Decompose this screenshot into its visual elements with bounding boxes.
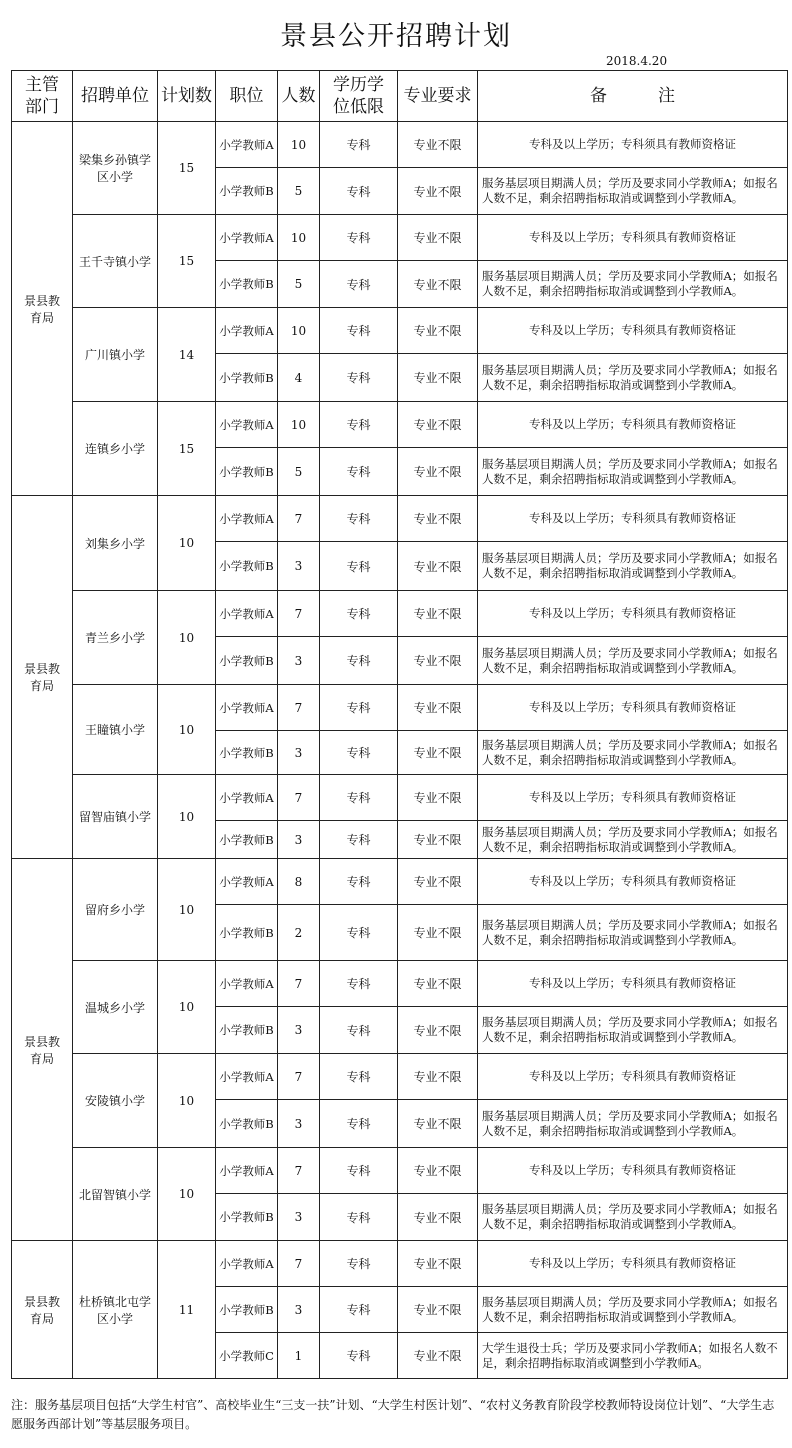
count-cell: 5 <box>278 448 320 496</box>
education-cell: 专科 <box>320 308 398 354</box>
plan-cell: 15 <box>158 215 216 308</box>
count-cell: 10 <box>278 308 320 354</box>
remark-cell: 服务基层项目期满人员；学历及要求同小学教师A；如报名人数不足，剩余招聘指标取消或调整到小学教师A。 <box>478 354 788 402</box>
unit-cell: 青兰乡小学 <box>73 591 158 685</box>
recruitment-table <box>11 70 788 1379</box>
header-text: 主管 <box>25 75 59 95</box>
plan-cell: 14 <box>158 308 216 402</box>
plan-cell: 15 <box>158 402 216 496</box>
count-cell: 7 <box>278 685 320 731</box>
education-cell: 专科 <box>320 402 398 448</box>
unit-cell: 温城乡小学 <box>73 961 158 1054</box>
count-cell: 3 <box>278 1007 320 1054</box>
table-row <box>12 215 788 261</box>
header-text: 位低限 <box>333 97 384 117</box>
major-cell: 专业不限 <box>398 215 478 261</box>
major-cell: 专业不限 <box>398 1333 478 1379</box>
education-cell: 专科 <box>320 637 398 685</box>
plan-cell: 10 <box>158 775 216 859</box>
remark-cell: 专科及以上学历；专科须具有教师资格证 <box>478 1241 788 1287</box>
count-cell: 3 <box>278 821 320 859</box>
unit-cell: 王千寺镇小学 <box>73 215 158 308</box>
header-text: 备 注 <box>590 86 675 106</box>
education-cell: 专科 <box>320 859 398 905</box>
table-row <box>12 496 788 542</box>
education-cell: 专科 <box>320 542 398 591</box>
education-cell: 专科 <box>320 168 398 215</box>
major-cell: 专业不限 <box>398 775 478 821</box>
table-row <box>12 961 788 1007</box>
position-cell: 小学教师B <box>216 542 278 591</box>
position-cell: 小学教师B <box>216 821 278 859</box>
remark-cell: 专科及以上学历；专科须具有教师资格证 <box>478 496 788 542</box>
header-dept <box>12 71 73 122</box>
count-cell: 1 <box>278 1333 320 1379</box>
table-row <box>12 122 788 168</box>
major-cell: 专业不限 <box>398 961 478 1007</box>
remark-cell: 专科及以上学历；专科须具有教师资格证 <box>478 402 788 448</box>
remark-cell: 服务基层项目期满人员；学历及要求同小学教师A；如报名人数不足，剩余招聘指标取消或调整到小学教师A。 <box>478 1100 788 1148</box>
plan-cell: 15 <box>158 122 216 215</box>
major-cell: 专业不限 <box>398 168 478 215</box>
position-cell: 小学教师A <box>216 859 278 905</box>
position-cell: 小学教师B <box>216 1287 278 1333</box>
education-cell: 专科 <box>320 1241 398 1287</box>
footnote: 注：服务基层项目包括“大学生村官”、高校毕业生“三支一扶”计划、“大学生村医计划”、“农村义务教育阶段学校教师特设岗位计划”、“大学生志愿服务西部计划”等基层服务项目。 <box>11 1398 775 1431</box>
count-cell: 7 <box>278 496 320 542</box>
count-cell: 3 <box>278 1100 320 1148</box>
page-title: 景县公开招聘计划 <box>280 21 512 52</box>
remark-cell: 专科及以上学历；专科须具有教师资格证 <box>478 859 788 905</box>
table-row <box>12 402 788 448</box>
header-text: 部门 <box>25 97 59 117</box>
count-cell: 7 <box>278 1241 320 1287</box>
major-cell: 专业不限 <box>398 731 478 775</box>
education-cell: 专科 <box>320 961 398 1007</box>
unit-cell: 杜桥镇北屯学区小学 <box>73 1241 158 1379</box>
table-row <box>12 591 788 637</box>
plan-cell: 10 <box>158 685 216 775</box>
count-cell: 3 <box>278 542 320 591</box>
remark-cell: 服务基层项目期满人员；学历及要求同小学教师A；如报名人数不足，剩余招聘指标取消或调整到小学教师A。 <box>478 905 788 961</box>
position-cell: 小学教师B <box>216 905 278 961</box>
education-cell: 专科 <box>320 821 398 859</box>
table-body <box>12 122 788 1379</box>
header-text: 计划数 <box>161 86 212 106</box>
major-cell: 专业不限 <box>398 1054 478 1100</box>
plan-cell: 10 <box>158 961 216 1054</box>
count-cell: 10 <box>278 122 320 168</box>
major-cell: 专业不限 <box>398 637 478 685</box>
plan-cell: 10 <box>158 591 216 685</box>
remark-cell: 专科及以上学历；专科须具有教师资格证 <box>478 122 788 168</box>
count-cell: 3 <box>278 731 320 775</box>
position-cell: 小学教师A <box>216 402 278 448</box>
position-cell: 小学教师A <box>216 1148 278 1194</box>
education-cell: 专科 <box>320 448 398 496</box>
major-cell: 专业不限 <box>398 354 478 402</box>
education-cell: 专科 <box>320 775 398 821</box>
unit-cell: 留智庙镇小学 <box>73 775 158 859</box>
remark-cell: 服务基层项目期满人员；学历及要求同小学教师A；如报名人数不足，剩余招聘指标取消或调整到小学教师A。 <box>478 821 788 859</box>
remark-cell: 服务基层项目期满人员；学历及要求同小学教师A；如报名人数不足，剩余招聘指标取消或调整到小学教师A。 <box>478 448 788 496</box>
position-cell: 小学教师B <box>216 354 278 402</box>
remark-cell: 专科及以上学历；专科须具有教师资格证 <box>478 215 788 261</box>
plan-cell: 10 <box>158 1054 216 1148</box>
count-cell: 3 <box>278 1287 320 1333</box>
position-cell: 小学教师A <box>216 591 278 637</box>
remark-cell: 服务基层项目期满人员；学历及要求同小学教师A；如报名人数不足，剩余招聘指标取消或调整到小学教师A。 <box>478 1194 788 1241</box>
education-cell: 专科 <box>320 1054 398 1100</box>
document-date: 2018.4.20 <box>606 54 668 68</box>
plan-cell: 10 <box>158 859 216 961</box>
position-cell: 小学教师A <box>216 496 278 542</box>
table-row <box>12 1054 788 1100</box>
header-unit <box>73 71 158 122</box>
position-cell: 小学教师A <box>216 1054 278 1100</box>
table-row <box>12 308 788 354</box>
count-cell: 7 <box>278 1148 320 1194</box>
remark-cell: 专科及以上学历；专科须具有教师资格证 <box>478 775 788 821</box>
remark-cell: 服务基层项目期满人员；学历及要求同小学教师A；如报名人数不足，剩余招聘指标取消或调整到小学教师A。 <box>478 1287 788 1333</box>
dept-cell: 景县教育局 <box>12 1241 73 1379</box>
major-cell: 专业不限 <box>398 402 478 448</box>
education-cell: 专科 <box>320 1007 398 1054</box>
education-cell: 专科 <box>320 215 398 261</box>
unit-cell: 连镇乡小学 <box>73 402 158 496</box>
count-cell: 2 <box>278 905 320 961</box>
major-cell: 专业不限 <box>398 496 478 542</box>
position-cell: 小学教师B <box>216 448 278 496</box>
header-remarks <box>478 71 788 122</box>
education-cell: 专科 <box>320 731 398 775</box>
plan-cell: 10 <box>158 496 216 591</box>
header-text: 招聘单位 <box>81 86 149 106</box>
count-cell: 7 <box>278 591 320 637</box>
header-education <box>320 71 398 122</box>
table-header <box>12 71 788 122</box>
remark-cell: 专科及以上学历；专科须具有教师资格证 <box>478 685 788 731</box>
unit-cell: 北留智镇小学 <box>73 1148 158 1241</box>
position-cell: 小学教师B <box>216 637 278 685</box>
count-cell: 8 <box>278 859 320 905</box>
count-cell: 5 <box>278 261 320 308</box>
table-row <box>12 859 788 905</box>
count-cell: 3 <box>278 1194 320 1241</box>
header-text: 人数 <box>281 86 316 106</box>
unit-cell: 刘集乡小学 <box>73 496 158 591</box>
header-plan <box>158 71 216 122</box>
unit-cell: 广川镇小学 <box>73 308 158 402</box>
position-cell: 小学教师A <box>216 1241 278 1287</box>
position-cell: 小学教师B <box>216 168 278 215</box>
education-cell: 专科 <box>320 1194 398 1241</box>
header-position <box>216 71 278 122</box>
major-cell: 专业不限 <box>398 1194 478 1241</box>
dept-cell: 景县教育局 <box>12 496 73 859</box>
major-cell: 专业不限 <box>398 591 478 637</box>
unit-cell: 安陵镇小学 <box>73 1054 158 1148</box>
remark-cell: 专科及以上学历；专科须具有教师资格证 <box>478 1148 788 1194</box>
major-cell: 专业不限 <box>398 122 478 168</box>
header-text: 职位 <box>229 86 264 106</box>
education-cell: 专科 <box>320 261 398 308</box>
count-cell: 3 <box>278 637 320 685</box>
major-cell: 专业不限 <box>398 1148 478 1194</box>
position-cell: 小学教师A <box>216 308 278 354</box>
remark-cell: 服务基层项目期满人员；学历及要求同小学教师A；如报名人数不足，剩余招聘指标取消或调整到小学教师A。 <box>478 637 788 685</box>
header-text: 学历学 <box>333 75 384 95</box>
table-row <box>12 775 788 821</box>
education-cell: 专科 <box>320 354 398 402</box>
unit-cell: 梁集乡孙镇学区小学 <box>73 122 158 215</box>
education-cell: 专科 <box>320 1100 398 1148</box>
table-row <box>12 1241 788 1287</box>
education-cell: 专科 <box>320 1333 398 1379</box>
major-cell: 专业不限 <box>398 821 478 859</box>
position-cell: 小学教师A <box>216 122 278 168</box>
position-cell: 小学教师B <box>216 1194 278 1241</box>
education-cell: 专科 <box>320 1148 398 1194</box>
major-cell: 专业不限 <box>398 448 478 496</box>
position-cell: 小学教师B <box>216 261 278 308</box>
remark-cell: 专科及以上学历；专科须具有教师资格证 <box>478 1054 788 1100</box>
major-cell: 专业不限 <box>398 859 478 905</box>
education-cell: 专科 <box>320 122 398 168</box>
position-cell: 小学教师A <box>216 775 278 821</box>
remark-cell: 专科及以上学历；专科须具有教师资格证 <box>478 308 788 354</box>
remark-cell: 服务基层项目期满人员；学历及要求同小学教师A；如报名人数不足，剩余招聘指标取消或调整到小学教师A。 <box>478 542 788 591</box>
count-cell: 5 <box>278 168 320 215</box>
position-cell: 小学教师A <box>216 215 278 261</box>
unit-cell: 留府乡小学 <box>73 859 158 961</box>
major-cell: 专业不限 <box>398 542 478 591</box>
education-cell: 专科 <box>320 685 398 731</box>
table-row <box>12 1148 788 1194</box>
position-cell: 小学教师B <box>216 731 278 775</box>
dept-cell: 景县教育局 <box>12 859 73 1241</box>
table-row <box>12 685 788 731</box>
remark-cell: 服务基层项目期满人员；学历及要求同小学教师A；如报名人数不足，剩余招聘指标取消或调整到小学教师A。 <box>478 1007 788 1054</box>
education-cell: 专科 <box>320 591 398 637</box>
remark-cell: 大学生退役士兵；学历及要求同小学教师A；如报名人数不足，剩余招聘指标取消或调整到小学教师A。 <box>478 1333 788 1379</box>
major-cell: 专业不限 <box>398 1287 478 1333</box>
count-cell: 4 <box>278 354 320 402</box>
major-cell: 专业不限 <box>398 1241 478 1287</box>
position-cell: 小学教师A <box>216 685 278 731</box>
major-cell: 专业不限 <box>398 1007 478 1054</box>
remark-cell: 服务基层项目期满人员；学历及要求同小学教师A；如报名人数不足，剩余招聘指标取消或调整到小学教师A。 <box>478 261 788 308</box>
header-major <box>398 71 478 122</box>
major-cell: 专业不限 <box>398 685 478 731</box>
position-cell: 小学教师A <box>216 961 278 1007</box>
count-cell: 7 <box>278 775 320 821</box>
position-cell: 小学教师B <box>216 1100 278 1148</box>
count-cell: 10 <box>278 215 320 261</box>
count-cell: 7 <box>278 961 320 1007</box>
plan-cell: 11 <box>158 1241 216 1379</box>
major-cell: 专业不限 <box>398 261 478 308</box>
major-cell: 专业不限 <box>398 1100 478 1148</box>
position-cell: 小学教师C <box>216 1333 278 1379</box>
count-cell: 10 <box>278 402 320 448</box>
dept-cell: 景县教育局 <box>12 122 73 496</box>
remark-cell: 服务基层项目期满人员；学历及要求同小学教师A；如报名人数不足，剩余招聘指标取消或调整到小学教师A。 <box>478 731 788 775</box>
remark-cell: 专科及以上学历；专科须具有教师资格证 <box>478 961 788 1007</box>
education-cell: 专科 <box>320 905 398 961</box>
count-cell: 7 <box>278 1054 320 1100</box>
remark-cell: 专科及以上学历；专科须具有教师资格证 <box>478 591 788 637</box>
header-count <box>278 71 320 122</box>
plan-cell: 10 <box>158 1148 216 1241</box>
position-cell: 小学教师B <box>216 1007 278 1054</box>
unit-cell: 王瞳镇小学 <box>73 685 158 775</box>
education-cell: 专科 <box>320 1287 398 1333</box>
header-text: 专业要求 <box>403 86 472 106</box>
remark-cell: 服务基层项目期满人员；学历及要求同小学教师A；如报名人数不足，剩余招聘指标取消或调整到小学教师A。 <box>478 168 788 215</box>
education-cell: 专科 <box>320 496 398 542</box>
major-cell: 专业不限 <box>398 905 478 961</box>
major-cell: 专业不限 <box>398 308 478 354</box>
